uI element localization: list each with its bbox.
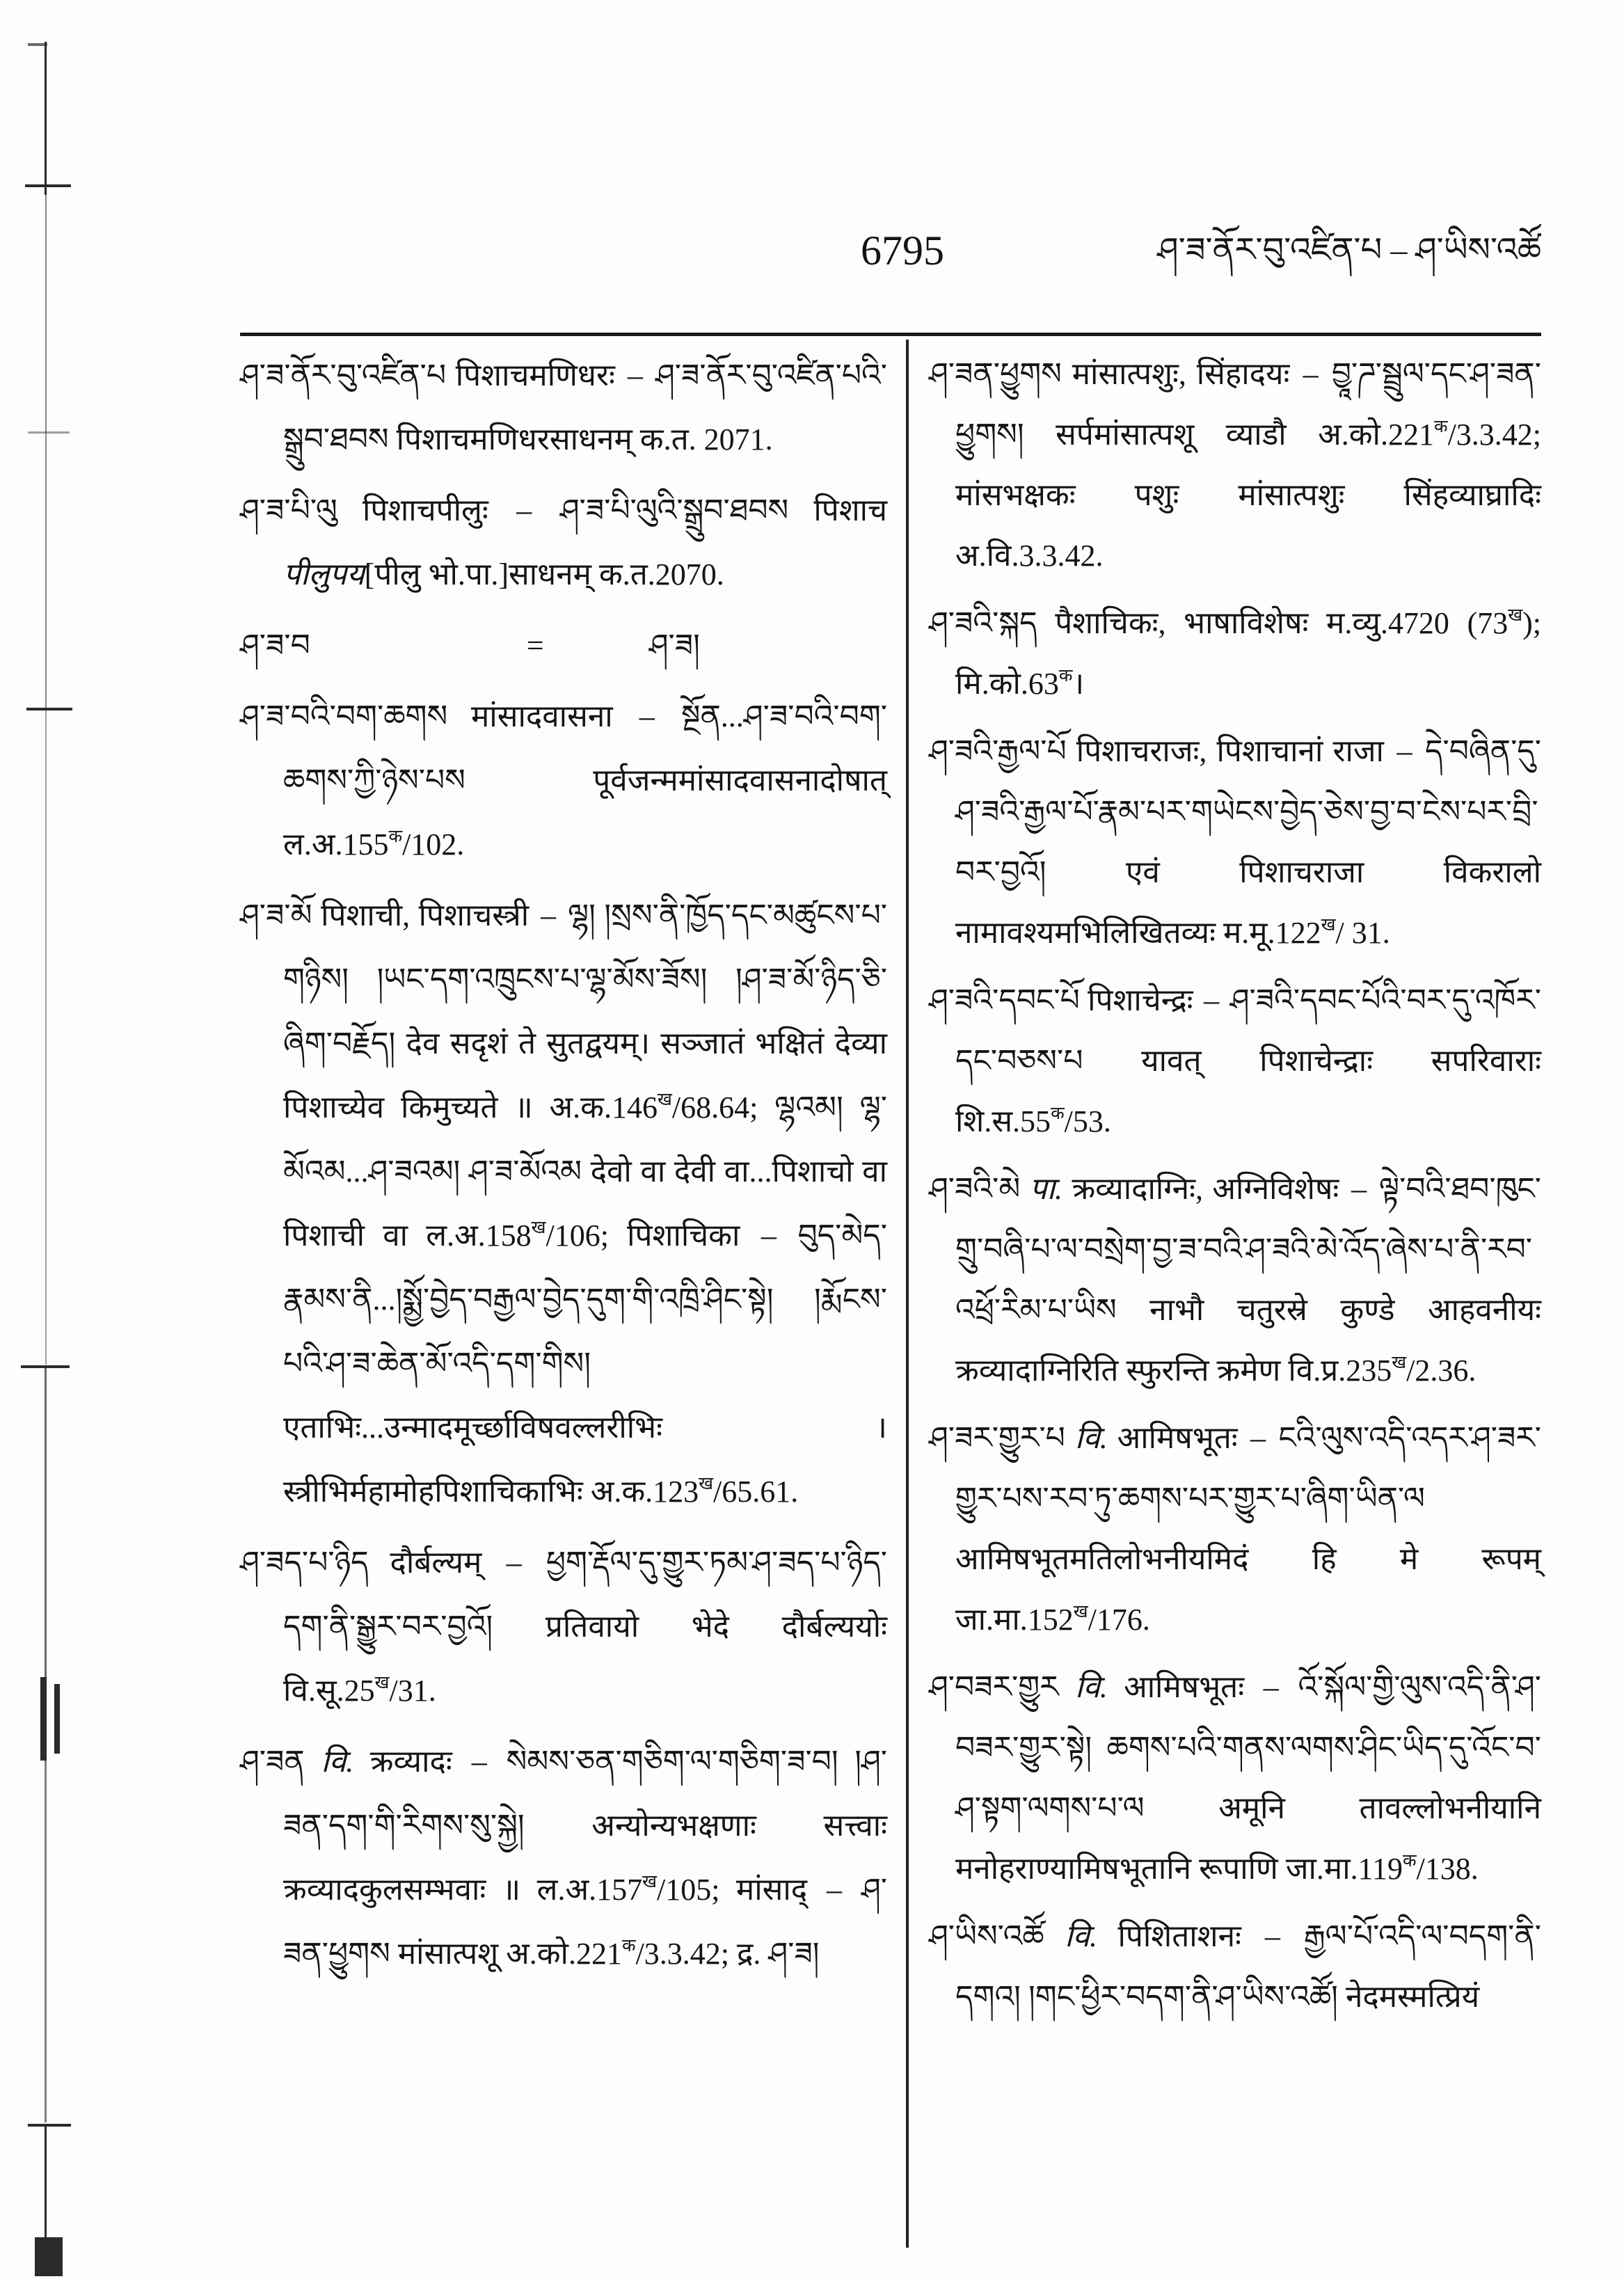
tibetan-text: དེ་བཞིན་དུ་ཤ་ཟའི་རྒྱལ་པོ་རྣམ་པར་གཡེངས་བྱེད་ཅེས་བྱ་བ་ངེས་པར་བྲི་བར་བྱའོ། (955, 734, 1542, 889)
dictionary-entry (240, 1531, 887, 1723)
equals-sign: = (526, 628, 544, 662)
headword: ཤ་ཟར་གྱུར་པ (929, 1421, 1065, 1455)
sanskrit-text: /31. (389, 1674, 436, 1708)
dictionary-entry (929, 1657, 1541, 1899)
sanskrit-text: /68.64; (671, 1090, 758, 1125)
dash: – (506, 1546, 522, 1580)
tibetan-text: ཤ་ཟ་པི་ལུའི་སྒྲུབ་ཐབས (559, 493, 789, 527)
dictionary-entry (240, 685, 887, 877)
dictionary-entry (240, 344, 887, 472)
tibetan-text: སྔོན...ཤ་ཟ་བའི་བག་ཆགས་ཀྱི་ཉེས་པས (283, 699, 888, 797)
dictionary-entry (929, 593, 1541, 714)
tibetan-text: ལྷའམ། ལྷ་མོའམ...ཤ་ཟའམ། ཤ་ཟ་མོའམ (283, 1090, 887, 1189)
scan-mark (28, 2124, 71, 2127)
scan-mark (35, 2237, 63, 2276)
headword: ཤ་ཟ་བའི་བག་ཆགས (240, 699, 448, 733)
dash: – (1396, 734, 1412, 768)
sanskrit-text: /53. (1064, 1104, 1111, 1138)
headword: ཤ་ཟ་ནོར་བུ་འཛིན་པ (240, 358, 447, 392)
tibetan-text: ཤ་ཟ། (768, 1937, 820, 1971)
sanskrit-text: पिशाचमणिधरसाधनम् क.त. 2071. (396, 422, 773, 456)
sanskrit-text: क्रव्यादाग्निः, अग्निविशेषः (1072, 1172, 1339, 1206)
dash: – (1263, 1670, 1279, 1704)
header-rule (240, 333, 1541, 336)
tibetan-text: ཤ་ཟ། (648, 628, 700, 662)
folio-superscript: क (1402, 1850, 1417, 1871)
scan-mark (28, 43, 47, 46)
scan-mark (45, 1368, 47, 1681)
sanskrit-text: पिशिताशनः (1117, 1919, 1241, 1953)
column-divider (906, 340, 909, 2248)
grammar-label: वि. (321, 1745, 354, 1779)
right-column (929, 344, 1541, 2034)
sanskrit-text: पिशाचराजः, पिशाचानां राजा (1076, 734, 1384, 768)
sanskrit-text: /2.36. (1406, 1353, 1476, 1388)
folio-superscript: ख (1321, 914, 1336, 935)
dash: – (639, 699, 655, 733)
folio-superscript: ख (642, 1871, 657, 1892)
sanskrit-text: पिशाच (813, 493, 888, 527)
folio-superscript: क (1433, 416, 1448, 437)
scan-mark (54, 1684, 60, 1754)
dash: – (827, 1873, 843, 1907)
tibetan-text: བྱཱ་ཌ་སྦྲུལ་དང་ཤ་ཟན་ཕྱུགས། (955, 357, 1542, 452)
sanskrit-text: देवो वा देवी वा...पिशाचो वा पिशाची वा ल.अ.158 (283, 1154, 887, 1253)
sanskrit-text: नेदमस्मत्प्रियं (1345, 1980, 1480, 2014)
headword: ཤ་ཡིས་འཚོ (929, 1919, 1044, 1953)
scan-mark (45, 710, 47, 1365)
sanskrit-text: पिशाची, पिशाचस्त्री (321, 898, 530, 932)
tibetan-text: རྒྱལ་པོ་འདི་ལ་བདག་ནི་དགའ། །གང་ཕྱིར་བདག་ནི་ཤ་ཡིས་འཚོ། (955, 1919, 1542, 2014)
sanskrit-text: प्रतिवायो भेदे दौर्बल्ययोः वि.सू.25 (283, 1610, 887, 1708)
tibetan-text: ཤ་ཟན་ཕྱུགས (283, 1873, 888, 1971)
tibetan-text: ཕྱག་རྡོལ་དུ་གྱུར་ཏམ་ཤ་ཟད་པ་ཉིད་དག་ནི་སྒྱུར་བར་བྱའོ། (283, 1546, 888, 1644)
scan-mark (26, 708, 72, 710)
tibetan-text: ངའི་ལུས་འདི་འདར་ཤ་ཟར་གྱུར་པས་རབ་ཏུ་ཆགས་པར་གྱུར་པ་ཞིག་ཡིན་ལ (955, 1421, 1542, 1516)
dash: – (1204, 983, 1220, 1017)
headword: ཤ་ཟན (240, 1745, 305, 1779)
sanskrit-text: आमिषभूतः (1124, 1670, 1245, 1704)
dictionary-entry (929, 1906, 1541, 2027)
dictionary-entry (929, 970, 1541, 1152)
page-number: 6795 (861, 228, 944, 273)
scan-mark (40, 1677, 47, 1761)
tibetan-text: ལྷ། །སྲས་ནི་ཁྱོད་དང་མཚུངས་པ་གཉིས། །ཡང་དག་འཁྲུངས་པ་ལྷ་མོས་ཟོས། །ཤ་ཟ་མོ་ཉིད་ཅི་ཞིག་བརྗོད། (283, 898, 888, 1061)
sanskrit-text: /105; मांसाद् (656, 1873, 808, 1907)
grammar-label: पा. (1029, 1172, 1063, 1206)
sanskrit-text: देव सदृशं ते सुतद्वयम्। सञ्जातं भक्षितं देव्या पिशाच्येव किमुच्यते ॥ अ.क.146 (283, 1026, 887, 1125)
sanskrit-text: पिशाचेन्द्रः (1088, 983, 1193, 1017)
grammar-label: वि. (1074, 1670, 1108, 1704)
dictionary-entry (240, 614, 887, 678)
dash: – (761, 1218, 777, 1253)
sanskrit-text: /176. (1088, 1603, 1150, 1637)
folio-superscript: क (1051, 1103, 1065, 1124)
sanskrit-text: /3.3.42; द्र. (635, 1937, 761, 1971)
folio-superscript: ख (1508, 605, 1523, 626)
dictionary-entry (240, 884, 887, 1524)
sanskrit-text: पैशाचिकः, भाषाविशेषः म.व्यु.4720 (73 (1055, 606, 1508, 640)
folio-superscript: ख (699, 1473, 713, 1494)
sanskrit-text: /3.3.42; मांसभक्षकः पशुः मांसात्पशुः सिंहव्याघ्रादिः अ.वि.3.3.42. (955, 418, 1542, 573)
dash: – (627, 358, 643, 392)
dash: – (471, 1745, 487, 1779)
sanskrit-text: पिशाचमणिधरः (455, 358, 615, 392)
tibetan-text: བུད་མེད་རྣམས་ནི...།སྨྱོ་བྱེད་བརྒྱལ་བྱེད་དུག་གི་འཁྲི་ཤིང་སྟེ། །རྨོངས་པའི་ཤ་ཟ་ཆེན་མོ་འདི་དག་གིས། (283, 1218, 887, 1381)
grammar-label: वि. (1074, 1421, 1108, 1455)
folio-superscript: ख (1073, 1601, 1088, 1622)
folio-superscript: क (388, 826, 403, 847)
dictionary-entry (929, 344, 1541, 586)
sanskrit-text: दौर्बल्यम् (390, 1546, 482, 1580)
headword: ཤ་ཟ་པི་ལུ (240, 493, 337, 527)
sanskrit-text: / 31. (1335, 916, 1390, 950)
tibetan-text: འོ་སྐོལ་གྱི་ལུས་འདི་ནི་ཤ་བཟར་གྱུར་སྟེ། ཆགས་པའི་གནས་ལགས་ཤིང་ཡིད་དུ་འོང་བ་ཤ་སྟག་ལགས་པ་ལ (955, 1670, 1541, 1825)
sanskrit-text: पिशाचपीलुः (362, 493, 488, 527)
headword: ཤ་ཟད་པ་ཉིད (240, 1546, 369, 1580)
headword: ཤ་ཟན་ཕྱུགས (929, 357, 1062, 391)
dictionary-entry (240, 1730, 887, 1986)
folio-superscript: क (1058, 665, 1073, 686)
headword: ཤ་ཟའི་དབང་པོ (929, 983, 1080, 1017)
dash: – (1264, 1919, 1280, 1953)
sanskrit-text: मांसात्पशू अ.को.221 (397, 1937, 622, 1971)
folio-superscript: क (621, 1935, 636, 1956)
sanskrit-text: आमिषभूतमतिलोभनीयमिदं हि मे रूपम् जा.मा.152 (955, 1542, 1541, 1637)
scan-mark (45, 1761, 47, 2122)
sanskrit-text: नाभौ चतुरस्रे कुण्डे आहवनीयः क्रव्यादाग्निरिति स्फुरन्ति क्रमेण वि.प्र.235 (955, 1293, 1541, 1388)
sanskrit-text: /65.61. (713, 1475, 799, 1509)
running-head: ཤ་ཟ་ནོར་བུ་འཛིན་པ – ཤ་ཡིས་འཚོ (1157, 232, 1541, 269)
scan-mark (25, 184, 71, 187)
tibetan-text: ཤ་ཟའི་དབང་པོའི་བར་དུ་འཁོར་དང་བཅས་པ (955, 983, 1541, 1078)
scan-mark (45, 195, 47, 710)
headword: ཤ་བཟར་གྱུར (929, 1670, 1059, 1704)
sanskrit-text: [पीलु भो.पा.]साधनम् क.त.2070. (364, 557, 724, 591)
sanskrit-text: /106; पिशाचिका (546, 1218, 740, 1253)
sanskrit-text: मांसादवासना (471, 699, 613, 733)
sanskrit-text: सर्पमांसात्पशू व्याडौ अ.को.221 (1056, 418, 1434, 452)
dictionary-entry (240, 479, 887, 607)
dash: – (516, 493, 532, 527)
sanskrit-text: अमूनि तावल्लोभनीयानि मनोहराण्यामिषभूतानि रूपाणि जा.मा.119 (955, 1791, 1541, 1886)
folio-superscript: ख (531, 1217, 546, 1238)
folio-superscript: ख (657, 1089, 672, 1110)
sanskrit-text: ); मि.को.63 (955, 606, 1541, 701)
left-column (240, 344, 887, 1993)
sanskrit-text: यावत् पिशाचेन्द्राः सपरिवाराः शि.स.55 (955, 1044, 1542, 1138)
headword: ཤ་ཟའི་སྐད (929, 606, 1037, 640)
grammar-label: वि. (1065, 1919, 1097, 1953)
dash: – (1351, 1172, 1367, 1206)
scan-mark (45, 2127, 47, 2238)
sanskrit-text: आमिषभूतः (1117, 1421, 1238, 1455)
folio-superscript: ख (374, 1672, 390, 1693)
scan-mark (28, 431, 70, 434)
grammar-label: पीलुपय (283, 557, 365, 591)
sanskrit-text: /138. (1416, 1852, 1479, 1886)
scan-mark (45, 42, 47, 195)
tibetan-text: ཤ་ཟ་ནོར་བུ་འཛིན་པའི་སྒྲུབ་ཐབས (283, 358, 888, 456)
dash: – (1250, 1421, 1266, 1455)
sanskrit-text: /102. (402, 827, 465, 861)
tibetan-text: སེམས་ཅན་གཅིག་ལ་གཅིག་ཟ་བ། །ཤ་ཟན་དག་གི་རིགས་སུ་སྐྱེ། (283, 1745, 888, 1843)
dictionary-entry (929, 721, 1541, 963)
dash: – (541, 898, 557, 932)
sanskrit-text: पूर्वजन्ममांसादवासनादोषात् ल.अ.155 (283, 763, 887, 861)
dictionary-entry (929, 1159, 1541, 1401)
sanskrit-text: मांसात्पशुः, सिंहादयः (1072, 357, 1290, 391)
sanskrit-text: एताभिः...उन्मादमूर्च्छाविषवल्लरीभिः । स्त्रीभिर्महामोहपिशाचिकाभिः अ.क.123 (283, 1411, 887, 1509)
headword: ཤ་ཟ་བ (240, 628, 310, 662)
headword: ཤ་ཟའི་རྒྱལ་པོ (929, 734, 1067, 768)
sanskrit-text: अन्योन्यभक्षणाः सत्त्वाः क्रव्यादकुलसम्भवाः ॥ ल.अ.157 (283, 1809, 887, 1907)
dictionary-entry (929, 1408, 1541, 1650)
folio-superscript: ख (1392, 1352, 1407, 1373)
headword: ཤ་ཟ་མོ (240, 898, 312, 932)
dash: – (1303, 357, 1319, 391)
sanskrit-text: क्रव्यादः (369, 1745, 452, 1779)
tibetan-text: ལྟེ་བའི་ཐབ་ཁུང་གྲུ་བཞི་པ་ལ་བསྲེག་བྱ་ཟ་བའི་ཤ་ཟའི་མེ་འོད་ཞེས་པ་ནི་རབ་འཕྲོ་རིམ་པ་ཡིས (955, 1172, 1542, 1327)
headword: ཤ་ཟའི་མེ (929, 1172, 1021, 1206)
sanskrit-text: एवं पिशाचराजा विकरालो नामावश्यमभिलिखितव्यः म.मू.122 (955, 855, 1542, 950)
sanskrit-text: । (1072, 667, 1085, 701)
